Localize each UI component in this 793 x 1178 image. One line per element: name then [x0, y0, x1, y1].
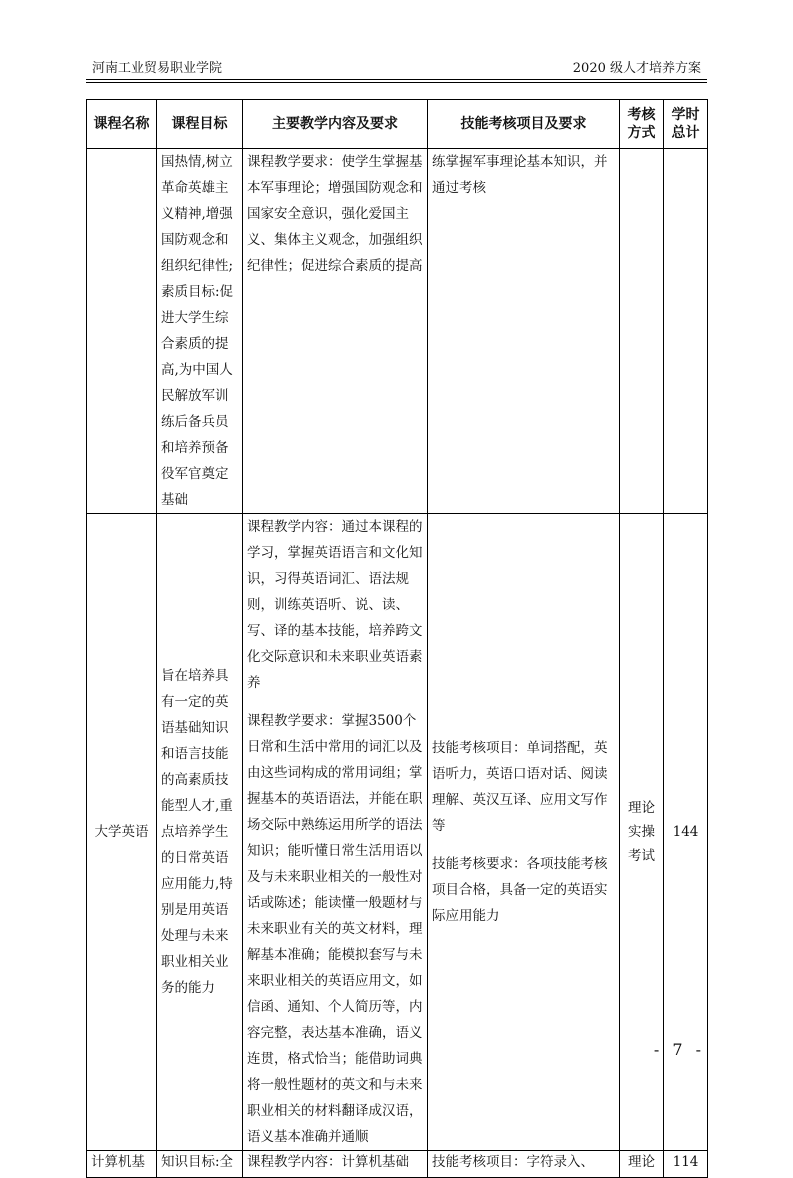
cell-course-name: 大学英语: [87, 514, 157, 1151]
cell-course-goal: 国热情,树立革命英雄主义精神,增强国防观念和组织纪律性;素质目标:促进大学生综合素质的提高,为中国人民解放军训练后备兵员和培养预备役军官奠定基础: [157, 149, 243, 514]
content-paragraph: 课程教学要求：掌握3500个日常和生活中常用的词汇以及由这些词构成的常用词组；掌握基本的英语语法，并能在职场交际中熟练运用所学的语法知识；能听懂日常生活用语以及与未来职业相关的一般性对话或陈述；能读懂一般题材与未来职业有关的英文材料，理解基本准确；能模拟套写与未来职业相关的英语应用文，如信函、通知、个人简历等，内容完整，表达基本准确，语义连贯，格式恰当；能借助词典将一般性题材的英文和与未来职业相关的材料翻译成汉语，语义基本准确并通顺: [247, 713, 423, 1145]
cell-course-name: 计算机基: [87, 1151, 157, 1178]
cell-exam-method: 理论实操考试: [620, 514, 664, 1151]
content-paragraph: 课程教学内容：计算机基础: [247, 1154, 409, 1170]
header-rule: [86, 79, 707, 80]
cell-course-goal: 知识目标:全: [157, 1151, 243, 1178]
skill-paragraph: 技能考核要求：各项技能考核项目合格，具备一定的英语实际应用能力: [432, 856, 608, 924]
header-institution: 河南工业贸易职业学院: [92, 61, 223, 76]
column-header-course-name: 课程名称: [87, 100, 157, 149]
skill-paragraph: 练掌握军事理论基本知识，并通过考核: [432, 154, 608, 196]
column-header-content: 主要教学内容及要求: [243, 100, 428, 149]
cell-content: [243, 149, 428, 514]
cell-total-hours: 144: [664, 514, 708, 1151]
table-row: [87, 514, 708, 1151]
table-row: [87, 149, 708, 514]
header-doc-title: 2020 级人才培养方案: [572, 61, 701, 76]
table-row: [87, 1151, 708, 1178]
cell-content: [243, 1151, 428, 1178]
header-rule-secondary: [86, 82, 707, 83]
cell-exam-method: 理论: [620, 1151, 664, 1178]
skill-paragraph: 技能考核项目：单词搭配，英语听力，英语口语对话、阅读理解、英汉互译、应用文写作等: [432, 740, 608, 834]
cell-total-hours: [664, 149, 708, 514]
cell-skill: [428, 514, 620, 1151]
column-header-skill: 技能考核项目及要求: [428, 100, 620, 149]
cell-course-goal: 旨在培养具有一定的英语基础知识和语言技能的高素质技能型人才,重点培养学生的日常英语应用能力,特别是用英语处理与未来职业相关业务的能力: [157, 514, 243, 1151]
cell-skill: [428, 1151, 620, 1178]
curriculum-table: [86, 99, 708, 1178]
column-header-course-goal: 课程目标: [157, 100, 243, 149]
cell-exam-method: [620, 149, 664, 514]
paragraph-spacer: [247, 696, 423, 708]
paragraph-spacer: [432, 839, 615, 851]
cell-skill: [428, 149, 620, 514]
cell-content: [243, 514, 428, 1151]
table-header-row: [87, 100, 708, 149]
page-number: - 7 -: [653, 1040, 705, 1059]
cell-course-name: [87, 149, 157, 514]
content-paragraph: 课程教学要求：使学生掌握基本军事理论；增强国防观念和国家安全意识，强化爱国主义、集体主义观念，加强组织纪律性；促进综合素质的提高: [247, 154, 423, 274]
column-header-total-hours: 学时总计: [664, 100, 708, 149]
content-paragraph: 课程教学内容：通过本课程的学习，掌握英语语言和文化知识，习得英语词汇、语法规则，训练英语听、说、读、写、译的基本技能，培养跨文化交际意识和未来职业英语素养: [247, 519, 423, 691]
cell-total-hours: 114: [664, 1151, 708, 1178]
column-header-exam-method: 考核方式: [620, 100, 664, 149]
skill-paragraph: 技能考核项目：字符录入、: [432, 1154, 594, 1170]
